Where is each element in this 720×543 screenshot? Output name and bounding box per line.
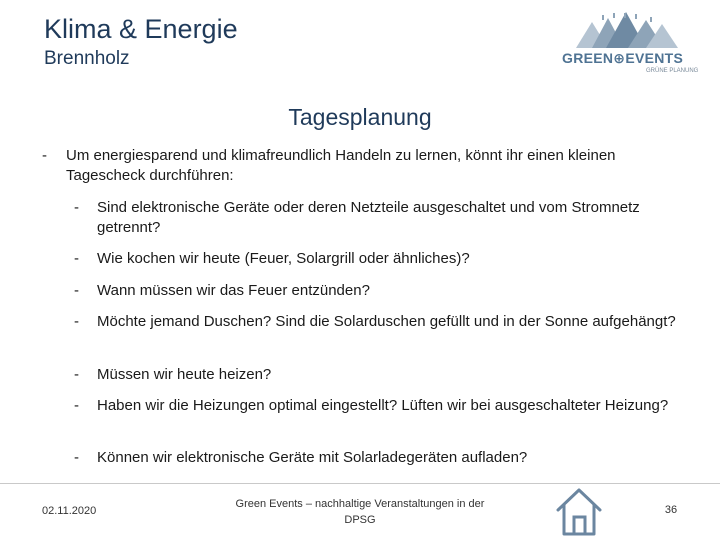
logo-tagline: GRÜNE PLANUNG: [646, 68, 699, 74]
intro-bullet: [42, 146, 662, 186]
green-events-logo: [558, 10, 699, 80]
footer-caption: Green Events – nachhaltige Veranstaltungen in der DPSG: [235, 498, 485, 526]
list-item: [74, 281, 694, 301]
footer-date: 02.11.2020: [42, 505, 97, 517]
slide-title: Klima & Energie: [44, 14, 238, 44]
bullet-dash: -: [74, 397, 79, 414]
intro-text: Um energiesparend und klimafreundlich Handeln zu lernen, könnt ihr einen kleinen Tagescheck durchführen:: [66, 147, 616, 184]
list-item: [74, 312, 694, 332]
home-icon: [555, 486, 603, 538]
list-item-text: Können wir elektronische Geräte mit Solarladegeräten aufladen?: [97, 449, 528, 466]
list-item-text: Haben wir die Heizungen optimal eingestellt? Lüften wir bei ausgeschalteter Heizung?: [97, 397, 669, 414]
bullet-dash: -: [74, 199, 79, 216]
list-item-text: Wie kochen wir heute (Feuer, Solargrill oder ähnliches)?: [97, 250, 470, 267]
list-item-text: Sind elektronische Geräte oder deren Netzteile ausgeschaltet und vom Stromnetz getrennt?: [97, 199, 640, 236]
list-item: [74, 365, 694, 385]
bullet-dash: -: [74, 449, 79, 466]
list-item: [74, 249, 694, 269]
list-item-text: Möchte jemand Duschen? Sind die Solarduschen gefüllt und in der Sonne aufgehängt?: [97, 313, 676, 330]
list-item-text: Wann müssen wir das Feuer entzünden?: [97, 282, 370, 299]
bullet-dash: -: [74, 313, 79, 330]
bullet-dash: -: [74, 250, 79, 267]
home-button[interactable]: [555, 486, 603, 538]
list-item-text: Müssen wir heute heizen?: [97, 366, 272, 383]
bullet-dash: -: [74, 282, 79, 299]
list-item: [74, 198, 694, 238]
footer-divider: [0, 483, 720, 484]
bullet-dash: -: [42, 147, 47, 164]
list-item: [74, 448, 694, 468]
tree-silhouette-logo-icon: [558, 10, 690, 54]
section-heading: Tagesplanung: [288, 104, 432, 130]
logo-wordmark: GREEN⊕EVENTS: [562, 50, 684, 66]
slide-subtitle: Brennholz: [44, 48, 130, 69]
list-item: [74, 396, 694, 416]
page-number: 36: [664, 504, 678, 516]
bullet-dash: -: [74, 366, 79, 383]
